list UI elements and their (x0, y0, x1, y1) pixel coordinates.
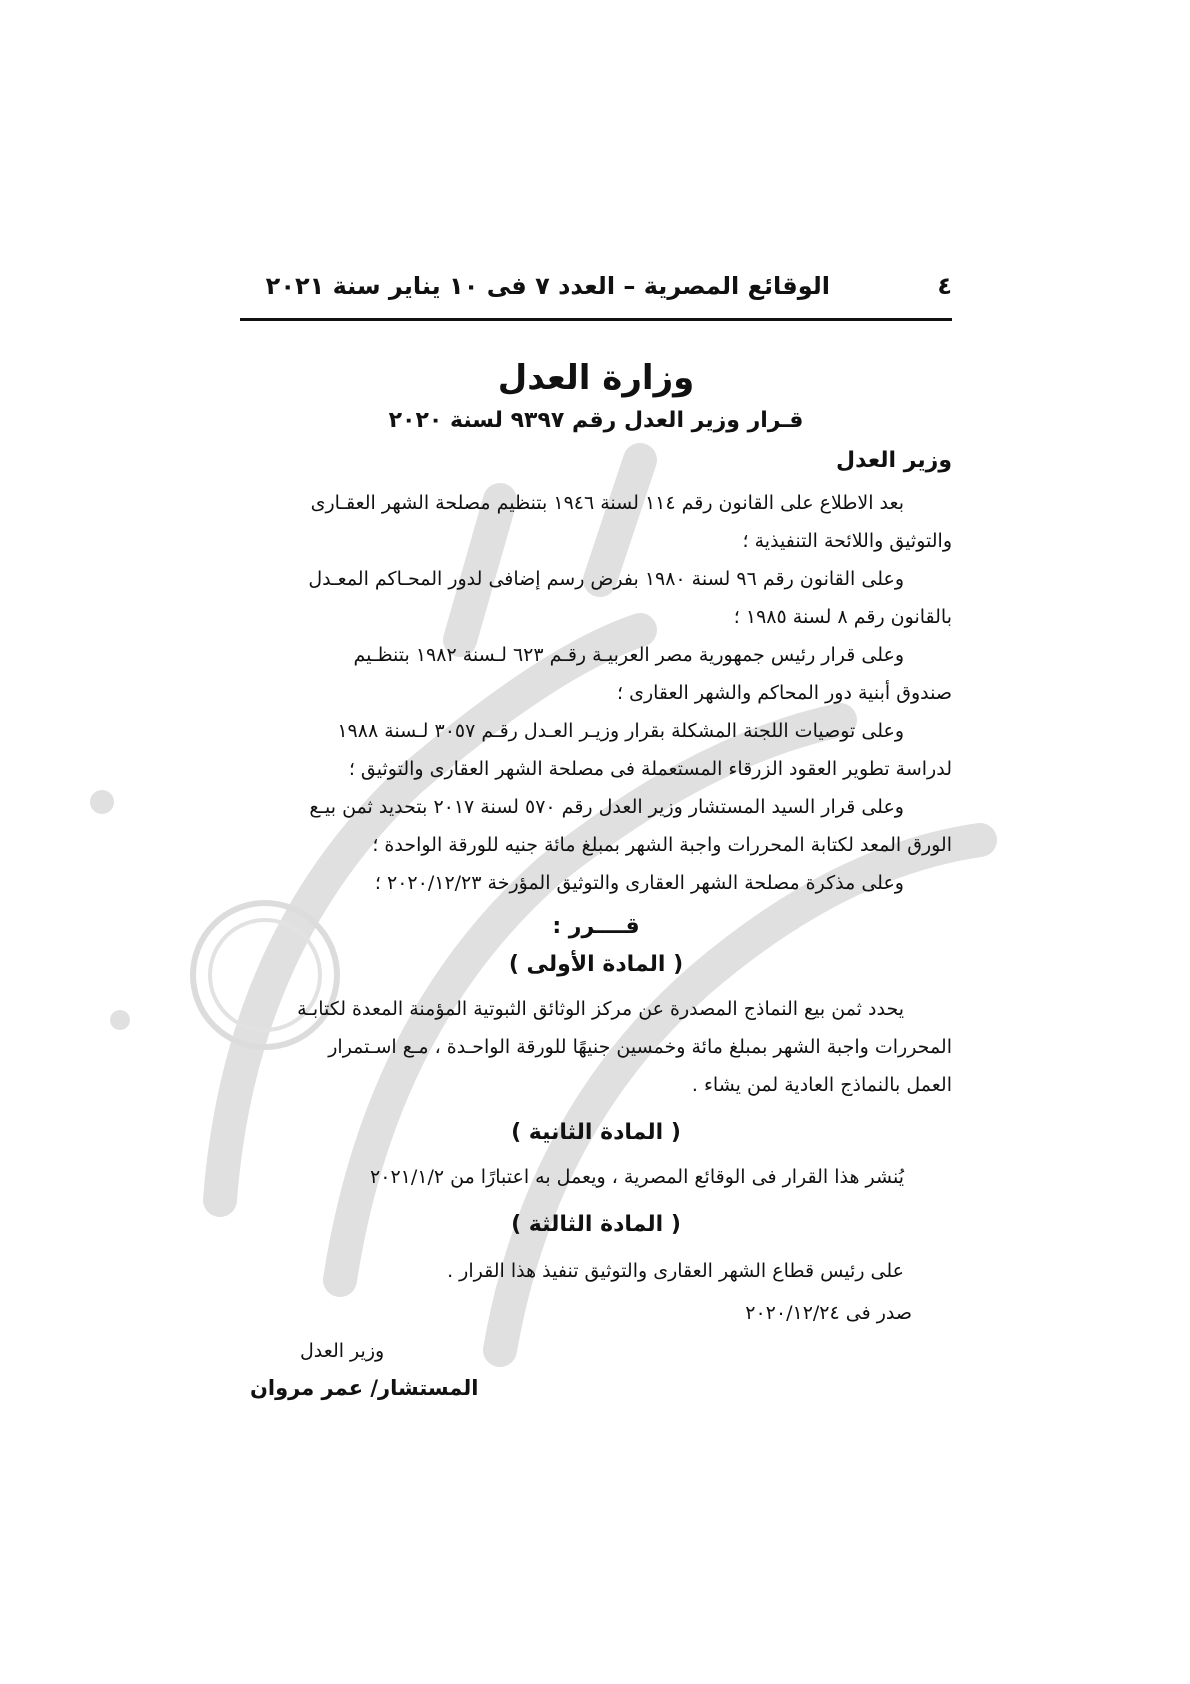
header-rule (240, 318, 952, 321)
signature-name: المستشار/ عمر مروان (250, 1376, 479, 1400)
preamble-line: وعلى توصيات اللجنة المشكلة بقرار وزيـر العـدل رقـم ٣٠٥٧ لـسنة ١٩٨٨ (337, 720, 904, 742)
issued-date: صدر فى ٢٠٢٠/١٢/٢٤ (745, 1302, 912, 1324)
preamble-line: وعلى قرار رئيس جمهورية مصر العربيـة رقـم ٦٢٣ لـسنة ١٩٨٢ بتنظـيم (353, 644, 904, 666)
signature-title: وزير العدل (300, 1340, 385, 1362)
article-3-body (240, 1252, 952, 1290)
ministry-title: وزارة العدل (497, 358, 695, 398)
decree-title: قـرار وزير العدل رقم ٩٣٩٧ لسنة ٢٠٢٠ (388, 408, 804, 433)
article-1-body (240, 990, 952, 1104)
preamble (240, 484, 952, 902)
article-line: على رئيس قطاع الشهر العقارى والتوثيق تنفيذ هذا القرار . (447, 1260, 904, 1282)
page-number: ٤ (937, 272, 952, 300)
preamble-line: لدراسة تطوير العقود الزرقاء المستعملة فى مصلحة الشهر العقارى والتوثيق ؛ (348, 758, 952, 780)
article-2-heading: ( المادة الثانية ) (511, 1120, 681, 1145)
article-line: المحررات واجبة الشهر بمبلغ مائة وخمسين جنيهًا للورقة الواحـدة ، مـع اسـتمرار (328, 1036, 952, 1058)
decided-label: قــــرر : (552, 914, 640, 939)
preamble-line: وعلى القانون رقم ٩٦ لسنة ١٩٨٠ بفرض رسم إضافى لدور المحـاكم المعـدل (308, 568, 904, 590)
preamble-line: بعد الاطلاع على القانون رقم ١١٤ لسنة ١٩٤٦ بتنظيم مصلحة الشهر العقـارى (310, 492, 904, 514)
article-line: يحدد ثمن بيع النماذج المصدرة عن مركز الوثائق الثبوتية المؤمنة المعدة لكتابـة (297, 998, 904, 1020)
article-2-body (240, 1158, 952, 1196)
preamble-line: صندوق أبنية دور المحاكم والشهر العقارى ؛ (617, 682, 952, 704)
issue-line: الوقائع المصرية – العدد ٧ فى ١٠ يناير سنة ٢٠٢١ (265, 272, 830, 300)
preamble-line: والتوثيق واللائحة التنفيذية ؛ (742, 530, 952, 552)
minister-heading: وزير العدل (836, 448, 952, 473)
article-line: يُنشر هذا القرار فى الوقائع المصرية ، ويعمل به اعتبارًا من ٢٠٢١/١/٢ (370, 1166, 904, 1188)
article-1-heading: ( المادة الأولى ) (508, 952, 684, 977)
gazette-header (240, 268, 952, 308)
article-3-heading: ( المادة الثالثة ) (511, 1212, 681, 1237)
preamble-line: بالقانون رقم ٨ لسنة ١٩٨٥ ؛ (733, 606, 952, 628)
preamble-line: الورق المعد لكتابة المحررات واجبة الشهر بمبلغ مائة جنيه للورقة الواحدة ؛ (372, 834, 952, 856)
article-line: العمل بالنماذج العادية لمن يشاء . (691, 1074, 952, 1096)
preamble-line: وعلى قرار السيد المستشار وزير العدل رقم ٥٧٠ لسنة ٢٠١٧ بتحديد ثمن بيـع (309, 796, 904, 818)
preamble-line: وعلى مذكرة مصلحة الشهر العقارى والتوثيق المؤرخة ٢٠٢٠/١٢/٢٣ ؛ (374, 872, 904, 894)
